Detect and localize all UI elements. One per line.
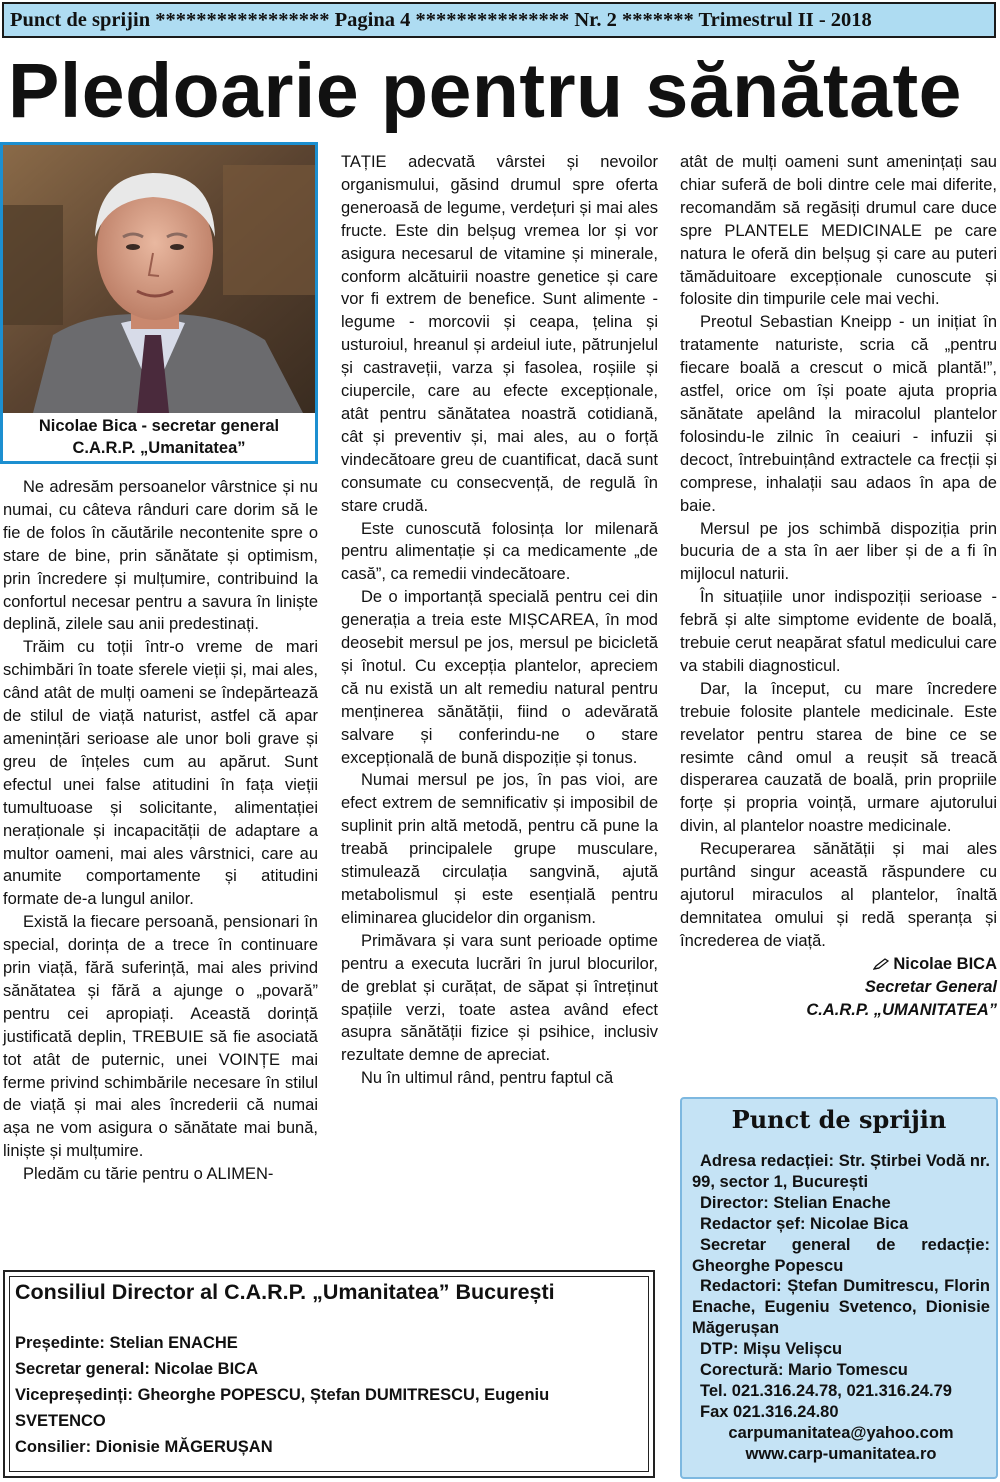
signature-name xyxy=(680,953,997,976)
signature-role: Secretar General xyxy=(864,977,997,996)
support-line: Corectură: Mario Tomescu xyxy=(700,1361,908,1380)
article-title: Pledoarie pentru sănătate xyxy=(8,48,962,134)
support-details xyxy=(692,1151,990,1465)
council-title: Consiliul Director al C.A.R.P. „Umanitatea” București xyxy=(15,1280,555,1304)
support-line: Redactori: Ștefan Dumitrescu, Florin Enache, Eugeniu Svetenco, Dionisie Măgerușan xyxy=(692,1277,990,1338)
paragraph: Preotul Sebastian Kneipp - un inițiat în tratamente naturiste, scria că „pentru fiecare boală a crescut o mică plantă!”, astfel, orice om își poate ajuta propria sănătate apelând la miracolul plantelor folosindu-le zilnic în ceaiuri - infuzii și decoct, întrebuințând extractele ca frecții și comprese, inhalații sau adaos în apa de baie. xyxy=(680,313,997,515)
council-members xyxy=(15,1330,641,1460)
paragraph: Este cunoscută folosința lor milenară pentru alimentație și ca medicamente „de casă”, ca remedii vindecătoare. xyxy=(341,519,658,584)
photo-caption xyxy=(3,415,315,459)
paragraph: Mersul pe jos schimbă dispoziția prin bucuria de a sta în aer liber și de a fi în mijlocul naturii. xyxy=(680,519,997,584)
council-member: Consilier: Dionisie MĂGERUȘAN xyxy=(15,1438,273,1456)
council-member: Secretar general: Nicolae BICA xyxy=(15,1360,259,1378)
paragraph: Dar, la început, cu mare încredere trebuie folosite plantele medicinale. Este revelator pentru starea de bine ce se resimte când omul a reușit să treacă disperarea cauzată de boală, prin propriile forțe și propria voință, urmare ajutorului divin, al plantelor noastre medicinale. xyxy=(680,679,997,836)
signature-name-text: Nicolae BICA xyxy=(893,954,997,973)
author-photo xyxy=(3,145,315,413)
paragraph: Pledăm cu tărie pentru o ALIMEN- xyxy=(23,1165,274,1184)
article-column-3 xyxy=(680,151,997,1022)
council-member: Președinte: Stelian ENACHE xyxy=(15,1334,238,1352)
council-member: Vicepreședinți: Gheorghe POPESCU, Ștefan DUMITRESCU, Eugeniu SVETENCO xyxy=(15,1386,550,1430)
paragraph: Numai mersul pe jos, în pas vioi, are efect extrem de semnificativ și imposibil de suplinit prin altă metodă, pentru că pune la treabă principalele grupe musculare, stimulează circulația sangvină, ajută metabolismul și este esențială pentru eliminarea glucidelor din organism. xyxy=(341,771,658,927)
article-column-2 xyxy=(341,151,658,1090)
paragraph: Recuperarea sănătății și mai ales purtând singur această răspundere cu ajutorul miraculos al plantelor, înaltă demnitatea omului și redă speranța și încrederea de viață. xyxy=(680,840,997,950)
support-website-link[interactable]: www.carp-umanitatea.ro xyxy=(745,1444,937,1463)
support-line: DTP: Mișu Velișcu xyxy=(700,1340,843,1359)
page-header xyxy=(2,2,996,38)
paragraph: În situațiile unor indispoziții serioase - febră și alte simptome evidente de boală, trebuie cerut neapărat sfatul medicului care va stabili diagnosticul. xyxy=(680,588,997,675)
paragraph: Există la fiecare persoană, pensionari în special, dorința de a trece în continuare prin viață, fără suferință, mai ales privind sănătatea și fără a ajunge o „povară” pentru cei apropiați. Această dorință justificată deplin, TREBUIE să fie asociată tot atât de puternic, unei VOINȚE mai ferme privind schimbările necesare în stilul de viață și mai ales încrederii că numai așa ne vom asigura o sănătate mai bună, liniște și mulțumire. xyxy=(3,913,318,1161)
support-line: Redactor șef: Nicolae Bica xyxy=(700,1214,909,1233)
header-text: Punct de sprijin ***************** Pagina 4 *************** Nr. 2 ******* Trimestrul II - 2018 xyxy=(10,8,872,31)
support-title: Punct de sprijin xyxy=(731,1105,947,1134)
support-line: Secretar general de redacție: Gheorghe Popescu xyxy=(692,1235,990,1275)
paragraph: De o importanță specială pentru cei din generația a treia este MIȘCAREA, în mod deosebit mersul pe jos, mersul pe bicicletă și înotul. Cu excepția plantelor, apreciem că nu există un alt remediu natural pentru menținerea sănătății, fiind o adevărată salvare și conferindu-ne o stare excepțională de bună dispoziție și tonus. xyxy=(341,588,658,767)
paragraph: Trăim cu toții într-o vreme de mari schimbări în toate sferele vieții și, mai ales, când atât de mulți oameni se îndepărtează de stilul de viață naturist, astfel că apar amenințări serioase ale unor boli grave și greu de înțeles cum au apărut. Sunt efectul unei false atitudini în fața vieții tumultuoase și solicitante, alimentației neraționale și incapacității de adaptare a multor oameni, mai ales vârstnici, care au anumite comportamente și atitudini formate de-a lungul anilor. xyxy=(3,638,318,909)
author-photo-box xyxy=(0,142,318,464)
caption-line-1: Nicolae Bica - secretar general xyxy=(38,417,280,435)
paragraph: Primăvara și vara sunt perioade optime pentru a executa lucrări în jurul blocurilor, de greblat și curățat, de săpat și întreținut spațiile verzi, toate astea având efect asupra sănătății fizice și psihice, inclusiv rezultate demne de apreciat. xyxy=(341,931,658,1065)
paragraph: Nu în ultimul rând, pentru faptul că xyxy=(361,1069,614,1088)
support-box xyxy=(680,1097,998,1479)
paragraph: atât de mulți oameni sunt amenințați sau chiar suferă de boli dintre cele mai diferite, recomandăm să regăsiți drumul care duce spre PLANTELE MEDICINALE pe care natura le oferă din belșug și care au puteri tămăduitoare excepționale cunoscute și folosite din timpurile cele mai vechi. xyxy=(680,153,997,309)
support-line: Tel. 021.316.24.78, 021.316.24.79 xyxy=(700,1381,952,1400)
caption-line-2: C.A.R.P. „Umanitatea” xyxy=(72,439,246,457)
support-line: Fax 021.316.24.80 xyxy=(700,1402,839,1421)
pen-icon xyxy=(873,958,889,970)
support-email-link[interactable]: carpumanitatea@yahoo.com xyxy=(728,1423,954,1442)
signature-org: C.A.R.P. „UMANITATEA” xyxy=(806,1000,997,1019)
council-box xyxy=(3,1270,655,1478)
support-line: Adresa redacției: Str. Știrbei Vodă nr. 99, sector 1, București xyxy=(692,1152,990,1191)
paragraph: Ne adresăm persoanelor vârstnice și nu numai, cu câteva rânduri care dorim să le fie de folos în căutările necontenite spre o stare de bine, prin sănătate și optimism, prin încredere și mulțumire, contribuind la confortul necesar pentru a savura în liniște deplină, zilele sau anii predestinați. xyxy=(3,478,318,634)
paragraph: TAȚIE adecvată vârstei și nevoilor organismului, găsind drumul spre oferta generoasă de legume, verdețuri și mai ales fructe. Este din belșug vremea lor și vor asigura necesarul de vitamine și minerale, conform alcătuirii noastre genetice și care vor fi extrem de benefice. Sunt alimente - legume - morcovii și ceapa, țelina și usturoiul, hreanul și ardeiul iute, pătrunjelul și castraveții, varza și fasolea, roșiile și ciupercile, care au efecte excepționale, atât pentru sănătatea noastră cotidiană, cât și preventiv și, mai ales, au o forță vindecătoare greu de cuantificat, dacă sunt consumate cu consecvență, de regulă în stare crudă. xyxy=(341,153,658,515)
support-line: Director: Stelian Enache xyxy=(700,1193,891,1212)
article-column-1 xyxy=(3,476,318,1186)
